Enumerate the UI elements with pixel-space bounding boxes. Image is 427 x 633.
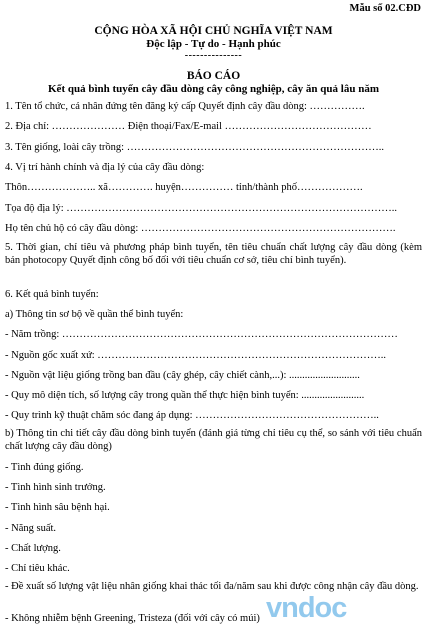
line-variety: 3. Tên giống, loài cây trồng: ……………………………………………………………….. <box>5 142 384 153</box>
watermark-logo: vndoc <box>266 592 347 624</box>
motto: Độc lập - Tự do - Hạnh phúc <box>146 38 281 50</box>
line-planting-year: - Năm trồng: …………………………………………………………………………………… <box>5 329 398 340</box>
line-quality: - Chất lượng. <box>5 543 61 554</box>
line-origin: - Nguồn gốc xuất xứ: ……………………………………………………………………….. <box>5 350 387 361</box>
form-number: Mẫu số 02.CĐD <box>349 3 421 14</box>
line-care-procedure: - Quy trình kỹ thuật chăm sóc đang áp dụng: …………………………………………….. <box>5 410 379 421</box>
line-propagation-proposal: - Đề xuất số lượng vật liệu nhân giống khai thác tối đa/năm sau khi được công nhận cây đầu dòng. <box>5 581 419 592</box>
document-subtitle: Kết quả bình tuyển cây đầu dòng cây công nghiệp, cây ăn quả lâu năm <box>48 83 379 95</box>
line-pests: - Tình hình sâu bệnh hại. <box>5 502 110 513</box>
line-variety-correct: - Tình đúng giống. <box>5 462 84 473</box>
line-coordinates: Tọa độ địa lý: ………………………………………………………………………………….. <box>5 203 397 214</box>
line-address: 2. Địa chỉ: ………………… Điện thoại/Fax/E-mail …………………………………… <box>5 121 372 132</box>
line-owner: Họ tên chủ hộ có cây đầu dòng: ………………………………………………………………. <box>5 223 396 234</box>
line-yield: - Năng suất. <box>5 523 57 534</box>
line-other-criteria: - Chỉ tiêu khác. <box>5 563 70 574</box>
line-detailed-info: b) Thông tin chi tiết cây đầu dòng bình tuyển (đánh giá từng chỉ tiêu cụ thể, so sánh với tiêu chuẩn chất lượng cây đầu dòng) <box>5 428 422 452</box>
line-location-heading: 4. Vị trí hành chính và địa lý của cây đầu dòng: <box>5 162 205 173</box>
line-population-info: a) Thông tin sơ bộ về quần thể bình tuyển: <box>5 309 184 320</box>
separator: --------------- <box>184 50 243 61</box>
line-area-scale: - Quy mô diện tích, số lượng cây trong quần thể thực hiện bình tuyển: ........................ <box>5 390 365 401</box>
line-time-method: 5. Thời gian, chỉ tiêu và phương pháp bình tuyển, tên tiêu chuẩn chất lượng cây đầu dòng (kèm bản photocopy Quyết định công bố đối với tiêu chuẩn cơ sở, tiêu chí bình tuyển). <box>5 242 422 266</box>
nation-name: CỘNG HÒA XÃ HỘI CHỦ NGHĨA VIỆT NAM <box>94 25 333 37</box>
line-disease-free: - Không nhiễm bệnh Greening, Tristeza (đối với cây có múi) <box>5 613 260 624</box>
line-results-heading: 6. Kết quả bình tuyển: <box>5 289 99 300</box>
line-growth: - Tình hình sinh trưởng. <box>5 482 106 493</box>
line-applicant-name: 1. Tên tổ chức, cá nhân đứng tên đăng ký cấp Quyết định cây đầu dòng: ……………. <box>5 101 365 112</box>
document-title: BÁO CÁO <box>186 70 241 82</box>
line-village: Thôn……………….. xã…………. huyện…………… tỉnh/thành phố………………. <box>5 182 363 193</box>
line-planting-material: - Nguồn vật liệu giống trồng ban đầu (cây ghép, cây chiết cành,...): ........................... <box>5 370 360 381</box>
